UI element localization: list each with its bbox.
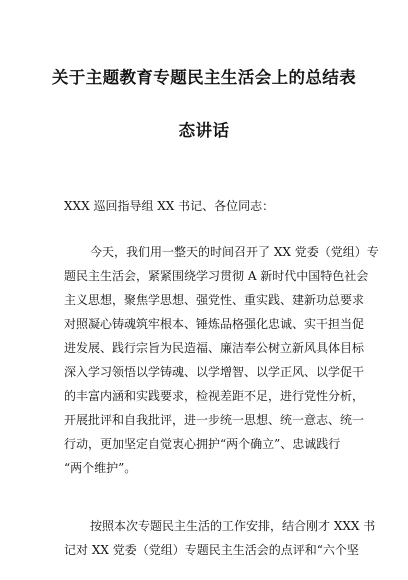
paragraph-2-line-2: 记对 XX 党委（党组）专题民主生活会的点评和“六个坚 xyxy=(64,543,359,557)
document-title-line-1: 关于主题教育专题民主生活会上的总结表 xyxy=(51,68,357,87)
paragraph-1-line-10: “两个维护”。 xyxy=(64,461,137,475)
salutation: XXX 巡回指导组 XX 书记、各位同志： xyxy=(64,199,275,213)
paragraph-1-line-8: 开展批评和自我批评，进一步统一思想、统一意志、统一 xyxy=(64,413,365,427)
paragraph-1-line-5: 进发展、践行宗旨为民造福、廉洁奉公树立新风具体目标 xyxy=(64,341,365,355)
paragraph-1-line-2: 题民主生活会，紧紧围绕学习贯彻 A 新时代中国特色社会 xyxy=(64,269,369,283)
document-title-line-2: 态讲话 xyxy=(178,121,230,140)
paragraph-1-line-6: 深入学习领悟以学铸魂、以学增智、以学正风、以学促干 xyxy=(64,365,365,379)
paragraph-1-line-4: 对照凝心铸魂筑牢根本、锤炼品格强化忠诚、实干担当促 xyxy=(64,317,365,331)
paragraph-1-line-9: 行动，更加坚定自觉衷心拥护“两个确立”、忠诚践行 xyxy=(64,437,341,451)
paragraph-1-line-1: 今天，我们用一整天的时间召开了 XX 党委（党组）专 xyxy=(90,245,379,259)
paragraph-2-line-1: 按照本次专题民主生活的工作安排，结合刚才 XXX 书 xyxy=(90,519,376,533)
paragraph-1-line-7: 的丰富内涵和实践要求，检视差距不足，进行党性分析， xyxy=(64,389,365,403)
paragraph-1-line-3: 主义思想，聚焦学思想、强党性、重实践、建新功总要求 xyxy=(64,293,365,307)
